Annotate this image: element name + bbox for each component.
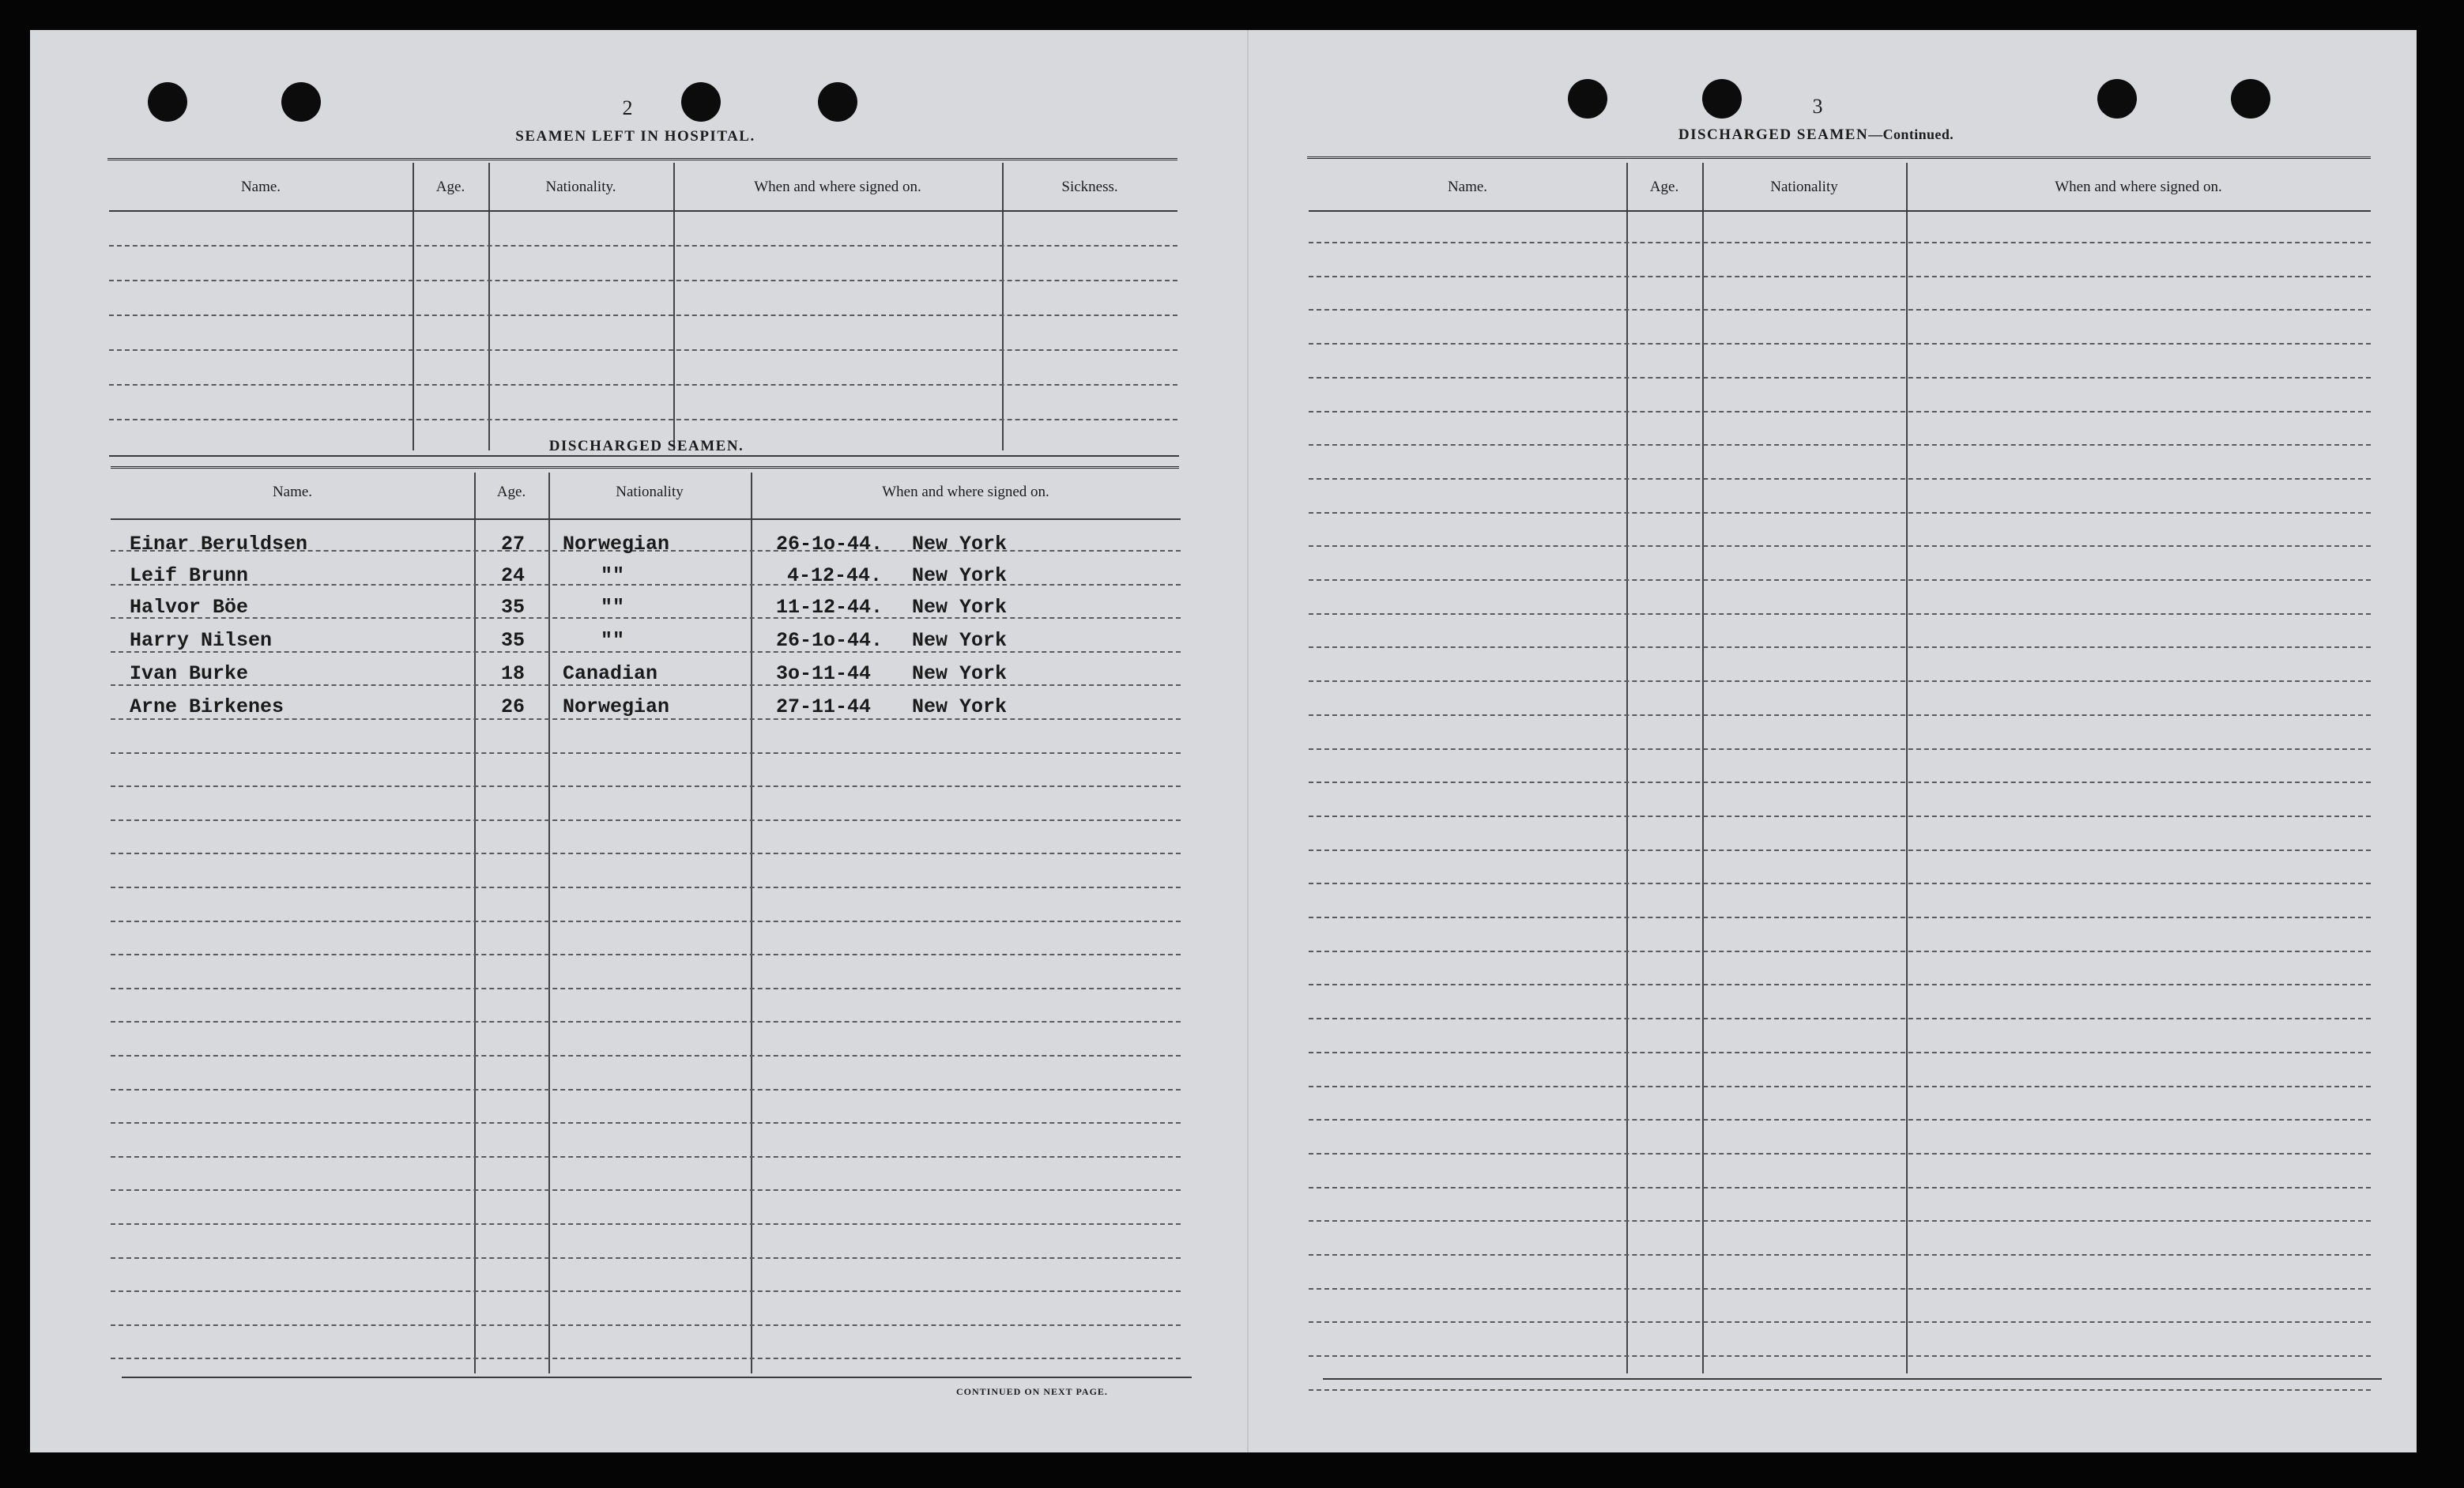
seaman-nationality: "": [601, 564, 625, 587]
column-header: When and where signed on.: [2055, 179, 2222, 195]
form-sheet: [30, 30, 2417, 1452]
ruled-line: [1309, 1153, 2371, 1155]
right-page: [30, 30, 2417, 1452]
seaman-nationality: "": [601, 596, 625, 619]
ruled-line: [1309, 242, 2371, 243]
right-title-main: DISCHARGED SEAMEN: [1678, 126, 1869, 143]
page-number: 2: [622, 96, 633, 119]
ruled-line: [1309, 984, 2371, 985]
header-rule: [1309, 210, 2371, 212]
signed-on-date: 26-1o-44.: [776, 533, 883, 556]
column-header: Nationality: [616, 484, 684, 500]
signed-on-place: New York: [912, 596, 1008, 619]
ruled-line: [1309, 951, 2371, 952]
column-header: Nationality.: [545, 179, 616, 195]
seaman-age: 27: [501, 533, 526, 556]
signed-on-place: New York: [912, 695, 1008, 718]
seaman-name: Leif Brunn: [130, 564, 249, 587]
page-number: 3: [1812, 95, 1823, 118]
ruled-line: [1309, 276, 2371, 277]
ruled-line: [1309, 377, 2371, 379]
column-header: Sickness.: [1061, 179, 1118, 195]
ruled-line: [1309, 1018, 2371, 1019]
ruled-line: [1309, 512, 2371, 514]
signed-on-date: 26-1o-44.: [776, 629, 883, 652]
ruled-line: [1309, 579, 2371, 581]
ruled-line: [1309, 343, 2371, 345]
signed-on-place: New York: [912, 564, 1008, 587]
ruled-line: [1309, 917, 2371, 918]
ruled-line: [1309, 849, 2371, 851]
right-bottom-rule: [1323, 1378, 2382, 1380]
signed-on-place: New York: [912, 533, 1008, 556]
seaman-name: Einar Beruldsen: [130, 533, 308, 556]
seaman-name: Arne Birkenes: [130, 695, 284, 718]
ruled-line: [1309, 1187, 2371, 1189]
ruled-line: [1309, 883, 2371, 884]
discharged-section-title: DISCHARGED SEAMEN.: [548, 438, 744, 454]
column-header: Name.: [1447, 179, 1488, 195]
signed-on-place: New York: [912, 662, 1008, 685]
ruled-line: [1309, 1052, 2371, 1053]
ruled-line: [1309, 816, 2371, 817]
seaman-nationality: Canadian: [563, 662, 658, 685]
signed-on-date: 11-12-44.: [776, 596, 883, 619]
ruled-line: [1309, 444, 2371, 446]
seaman-name: Halvor Böe: [130, 596, 249, 619]
ruled-line: [1309, 1086, 2371, 1087]
ruled-line: [1309, 1254, 2371, 1256]
ruled-line: [1309, 545, 2371, 547]
seaman-age: 26: [501, 695, 526, 718]
ruled-line: [1309, 1389, 2371, 1391]
ruled-line: [1309, 680, 2371, 682]
seaman-age: 24: [501, 564, 526, 587]
ruled-line: [1309, 1355, 2371, 1357]
ruled-line: [1309, 309, 2371, 311]
ruled-line: [1309, 646, 2371, 648]
column-header: Name.: [272, 484, 313, 500]
column-header: Name.: [240, 179, 281, 195]
signed-on-place: New York: [912, 629, 1008, 652]
column-header: Age.: [496, 484, 526, 500]
ruled-line: [1309, 1119, 2371, 1121]
right-section-title: [1611, 126, 2021, 144]
right-title-sub: —Continued.: [1868, 126, 1954, 142]
column-header: When and where signed on.: [754, 179, 921, 195]
ruled-line: [1309, 411, 2371, 412]
continued-note: CONTINUED ON NEXT PAGE.: [956, 1386, 1108, 1397]
column-header: Age.: [1649, 179, 1679, 195]
seaman-nationality: "": [601, 629, 625, 652]
column-header: When and where signed on.: [882, 484, 1049, 500]
signed-on-date: 4-12-44.: [787, 564, 883, 587]
seaman-name: Harry Nilsen: [130, 629, 273, 652]
ruled-line: [1309, 478, 2371, 480]
ruled-line: [1309, 782, 2371, 783]
seaman-name: Ivan Burke: [130, 662, 249, 685]
column-header: Nationality: [1770, 179, 1838, 195]
seaman-nationality: Norwegian: [563, 695, 670, 718]
seaman-age: 35: [501, 596, 526, 619]
ruled-line: [1309, 1288, 2371, 1290]
ruled-line: [1309, 1321, 2371, 1323]
seaman-age: 18: [501, 662, 526, 685]
seaman-nationality: Norwegian: [563, 533, 670, 556]
ruled-line: [1309, 613, 2371, 615]
right-top-rule: [1307, 156, 2371, 162]
hospital-section-title: SEAMEN LEFT IN HOSPITAL.: [515, 128, 755, 145]
signed-on-date: 27-11-44: [776, 695, 872, 718]
ruled-line: [1309, 748, 2371, 750]
ruled-line: [1309, 1220, 2371, 1222]
seaman-age: 35: [501, 629, 526, 652]
signed-on-date: 3o-11-44: [776, 662, 872, 685]
column-header: Age.: [435, 179, 465, 195]
ruled-line: [1309, 714, 2371, 716]
